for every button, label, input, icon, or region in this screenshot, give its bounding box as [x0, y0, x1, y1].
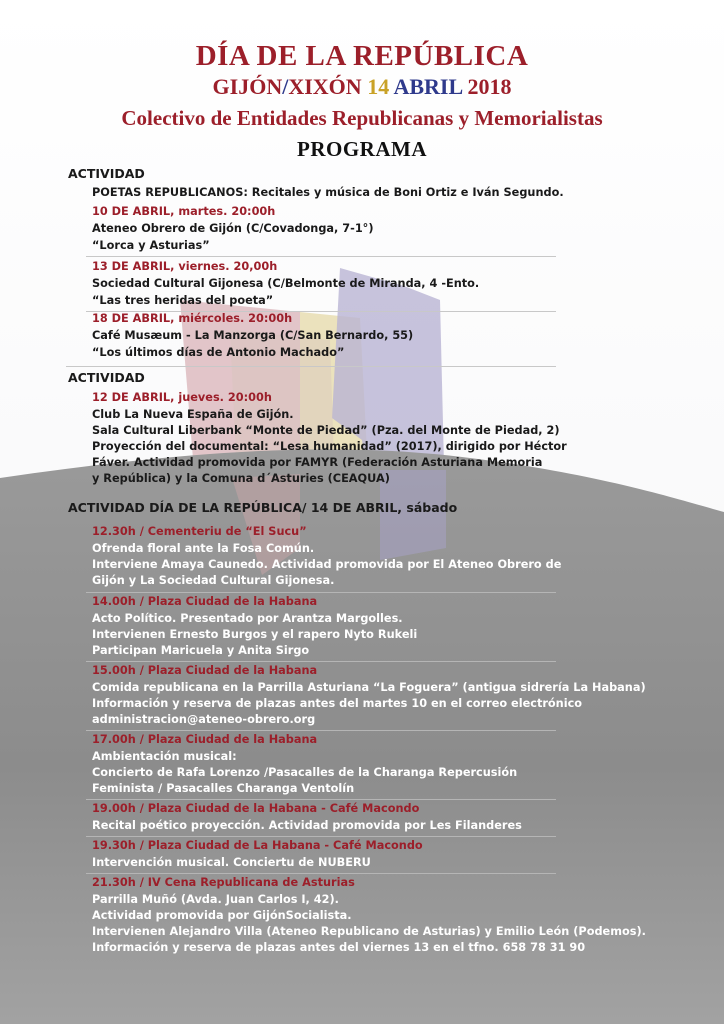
section3-heading: ACTIVIDAD DÍA DE LA REPÚBLICA/ 14 DE ABRIL, sábado [68, 500, 458, 515]
event-detail: Feminista / Pasacalles Charanga Ventolín [92, 782, 355, 795]
divider [86, 836, 556, 837]
event-detail: Comida republicana en la Parrilla Asturiana “La Foguera” (antigua sidrería La Habana) [92, 681, 646, 694]
section1-heading: ACTIVIDAD [68, 166, 145, 181]
event-detail: Ateneo Obrero de Gijón (C/Covadonga, 7-1°) [92, 222, 374, 235]
event-time: 12.30h / Cementeriu de “El Sucu” [92, 525, 307, 538]
event-detail: Intervención musical. Conciertu de NUBERU [92, 856, 371, 869]
event-detail: Fáver. Actividad promovida por FAMYR (Federación Asturiana Memoria [92, 456, 543, 469]
poster-title: DÍA DE LA REPÚBLICA [195, 40, 529, 72]
city-slash: / [282, 74, 289, 99]
date-day: 14 [367, 74, 390, 99]
event-date: 13 DE ABRIL, viernes. 20,00h [92, 260, 278, 273]
event-detail: Sociedad Cultural Gijonesa (C/Belmonte de Miranda, 4 -Ento. [92, 277, 480, 290]
event-detail: Ambientación musical: [92, 750, 237, 763]
event-detail: Recital poético proyección. Actividad promovida por Les Filanderes [92, 819, 522, 832]
event-detail: Sala Cultural Liberbank “Monte de Piedad” (Pza. del Monte de Piedad, 2) [92, 424, 560, 437]
event-date: 18 DE ABRIL, miércoles. 20:00h [92, 312, 293, 325]
event-detail: Gijón y La Sociedad Cultural Gijonesa. [92, 574, 335, 587]
event-detail: Parrilla Muñó (Avda. Juan Carlos I, 42). [92, 893, 339, 906]
event-time: 17.00h / Plaza Ciudad de la Habana [92, 733, 318, 746]
section2-heading: ACTIVIDAD [68, 370, 145, 385]
city-name: GIJÓN [212, 74, 283, 99]
event-detail: Participan Maricuela y Anita Sirgo [92, 644, 310, 657]
event-detail: Café Musæum - La Manzorga (C/San Bernardo, 55) [92, 329, 414, 342]
divider [86, 256, 556, 257]
event-detail: Ofrenda floral ante la Fosa Común. [92, 542, 315, 555]
divider [86, 730, 556, 731]
event-detail: Concierto de Rafa Lorenzo /Pasacalles de la Charanga Repercusión [92, 766, 518, 779]
event-detail: “Lorca y Asturias” [92, 239, 210, 252]
event-detail: “Los últimos días de Antonio Machado” [92, 346, 345, 359]
event-detail: “Las tres heridas del poeta” [92, 294, 274, 307]
section1-intro: POETAS REPUBLICANOS: Recitales y música de Boni Ortiz e Iván Segundo. [92, 186, 564, 199]
event-detail: Acto Político. Presentado por Arantza Margolles. [92, 612, 403, 625]
programa-heading: PROGRAMA [297, 137, 427, 161]
divider [86, 873, 556, 874]
event-detail: Intervienen Ernesto Burgos y el rapero Nyto Rukeli [92, 628, 418, 641]
event-detail: Intervienen Alejandro Villa (Ateneo Republicano de Asturias) y Emilio León (Podemos). [92, 925, 646, 938]
date-month: ABRIL [393, 74, 462, 99]
event-time: 14.00h / Plaza Ciudad de la Habana [92, 595, 318, 608]
event-detail: administracion@ateneo-obrero.org [92, 713, 316, 726]
event-detail: Información y reserva de plazas antes del viernes 13 en el tfno. 658 78 31 90 [92, 941, 586, 954]
divider [66, 366, 556, 367]
event-date: 12 DE ABRIL, jueves. 20:00h [92, 391, 272, 404]
date-year: 2018 [467, 74, 512, 99]
event-detail: Proyección del documental: “Lesa humanidad” (2017), dirigido por Héctor [92, 440, 567, 453]
event-date: 10 DE ABRIL, martes. 20:00h [92, 205, 276, 218]
divider [86, 592, 556, 593]
event-time: 19.00h / Plaza Ciudad de la Habana - Café Macondo [92, 802, 420, 815]
event-time: 15.00h / Plaza Ciudad de la Habana [92, 664, 318, 677]
event-detail: y República) y la Comuna d´Asturies (CEAQUA) [92, 472, 390, 485]
divider [86, 799, 556, 800]
event-detail: Club La Nueva España de Gijón. [92, 408, 294, 421]
city-name-asturian: XIXÓN [288, 74, 362, 99]
poster-subtitle [0, 74, 724, 100]
figure-lower-purple [380, 470, 446, 560]
event-detail: Información y reserva de plazas antes del martes 10 en el correo electrónico [92, 697, 583, 710]
event-time: 21.30h / IV Cena Republicana de Asturias [92, 876, 355, 889]
organizer-name: Colectivo de Entidades Republicanas y Memorialistas [121, 106, 603, 130]
divider [86, 661, 556, 662]
event-time: 19.30h / Plaza Ciudad de La Habana - Café Macondo [92, 839, 423, 852]
event-detail: Actividad promovida por GijónSocialista. [92, 909, 352, 922]
event-detail: Interviene Amaya Caunedo. Actividad promovida por El Ateneo Obrero de [92, 558, 562, 571]
